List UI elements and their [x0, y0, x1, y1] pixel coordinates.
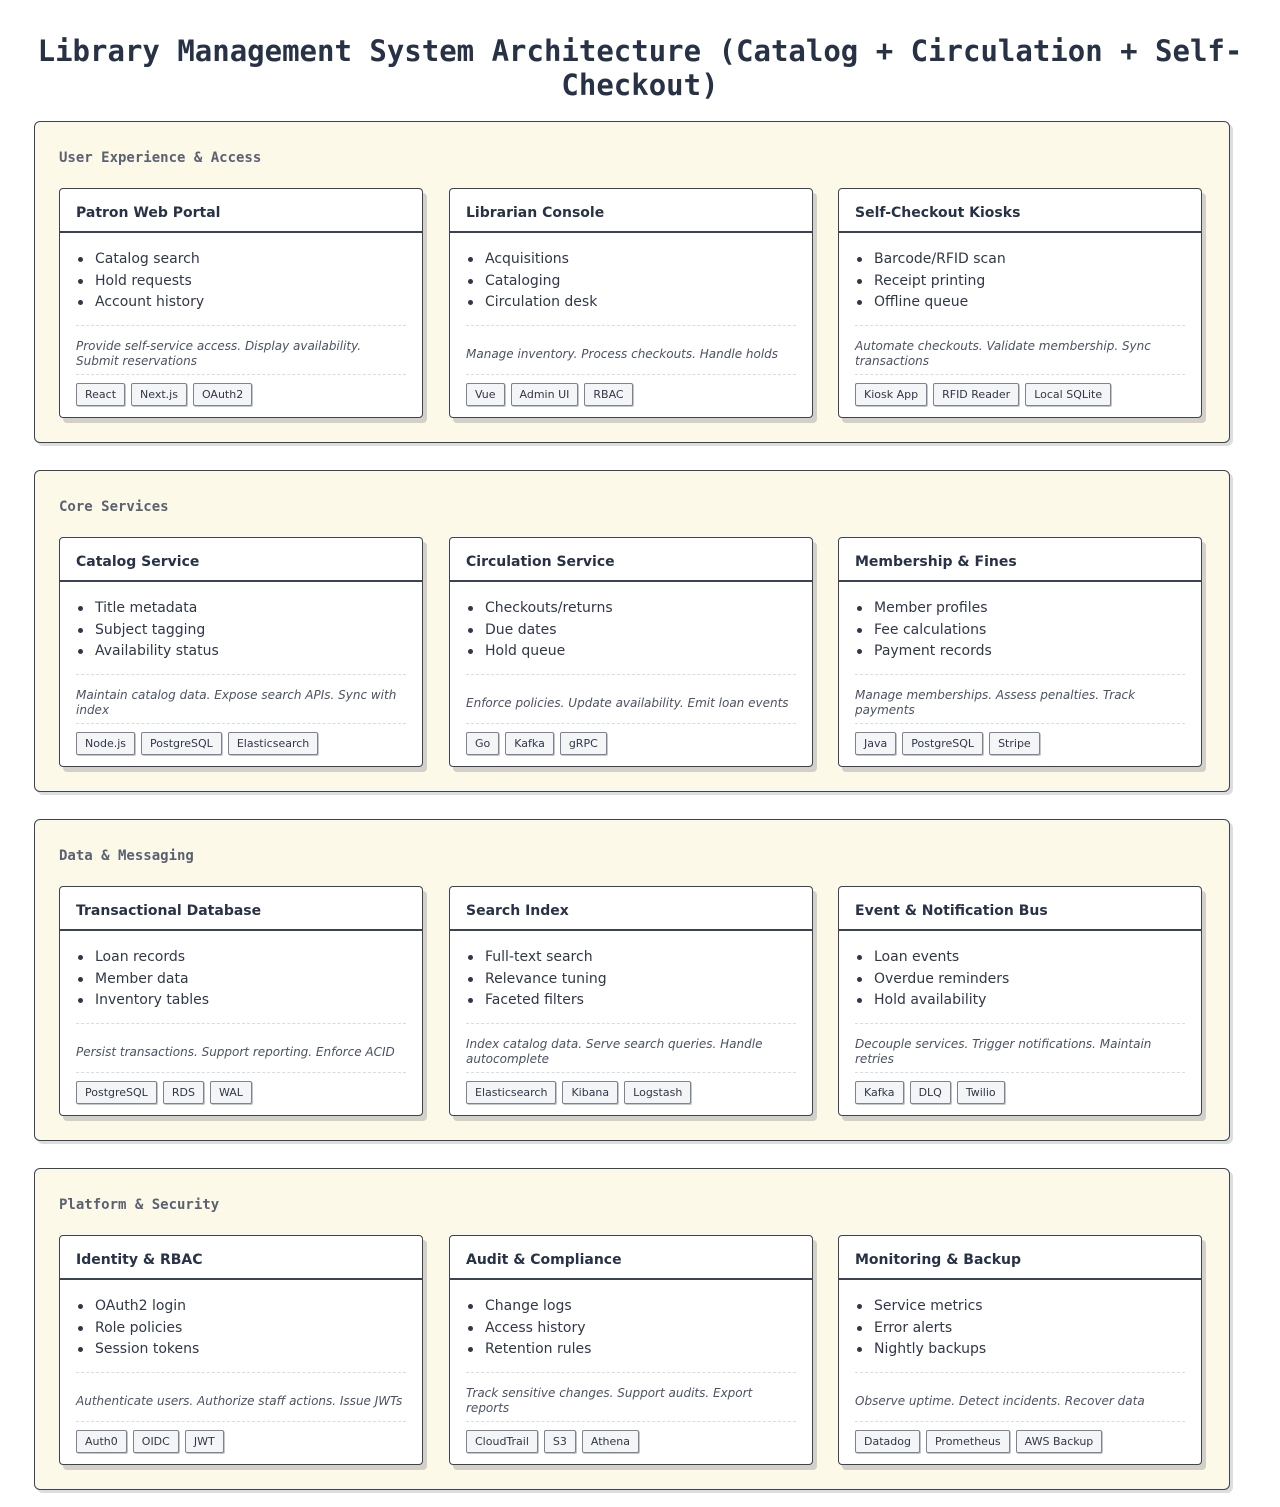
- feature-list: [450, 1280, 812, 1372]
- feature-item: Hold availability: [857, 990, 1201, 1012]
- card-title: Patron Web Portal: [60, 189, 422, 233]
- tech-tag: Stripe: [989, 732, 1040, 755]
- tech-tag: RBAC: [584, 383, 632, 406]
- tech-tag: Elasticsearch: [228, 732, 318, 755]
- tech-tag: Node.js: [76, 732, 135, 755]
- feature-item: Access history: [468, 1318, 812, 1340]
- tech-tag: AWS Backup: [1016, 1430, 1103, 1453]
- tech-tags: [839, 1073, 1201, 1104]
- card-description: Provide self-service access. Display availability. Submit reservations: [76, 339, 362, 368]
- feature-item: Overdue reminders: [857, 969, 1201, 991]
- feature-list: [60, 1280, 422, 1372]
- tech-tag: Java: [855, 732, 896, 755]
- tech-tag: Local SQLite: [1025, 383, 1111, 406]
- feature-item: Checkouts/returns: [468, 598, 812, 620]
- feature-item: Barcode/RFID scan: [857, 249, 1201, 271]
- tech-tags: [450, 1073, 812, 1104]
- tech-tag: RDS: [163, 1081, 204, 1104]
- card-title: Membership & Fines: [839, 538, 1201, 582]
- feature-list: [839, 582, 1201, 674]
- feature-list: [839, 1280, 1201, 1372]
- feature-list: [839, 931, 1201, 1023]
- feature-item: OAuth2 login: [78, 1296, 422, 1318]
- feature-item: Session tokens: [78, 1339, 422, 1361]
- feature-item: Circulation desk: [468, 292, 812, 314]
- feature-list: [60, 233, 422, 325]
- feature-item: Acquisitions: [468, 249, 812, 271]
- card-description: Track sensitive changes. Support audits. Export reports: [466, 1386, 753, 1415]
- card-description: Authenticate users. Authorize staff actions. Issue JWTs: [76, 1393, 403, 1408]
- tech-tag: PostgreSQL: [76, 1081, 157, 1104]
- feature-item: Member profiles: [857, 598, 1201, 620]
- feature-list: [450, 233, 812, 325]
- feature-item: Fee calculations: [857, 620, 1201, 642]
- component-card-self-checkout-kiosks: [838, 188, 1202, 418]
- feature-list: [60, 582, 422, 674]
- component-card-transactional-database: [59, 886, 423, 1116]
- card-title: Catalog Service: [60, 538, 422, 582]
- tech-tag: RFID Reader: [933, 383, 1019, 406]
- feature-item: Subject tagging: [78, 620, 422, 642]
- component-card-identity-rbac: [59, 1235, 423, 1465]
- tech-tags: [450, 375, 812, 406]
- tech-tag: Vue: [466, 383, 505, 406]
- feature-item: Loan records: [78, 947, 422, 969]
- tech-tag: Auth0: [76, 1430, 127, 1453]
- component-card-catalog-service: [59, 537, 423, 767]
- feature-item: Relevance tuning: [468, 969, 812, 991]
- layer-label: User Experience & Access: [59, 150, 262, 166]
- card-description: Index catalog data. Serve search queries. Handle autocomplete: [466, 1037, 763, 1066]
- card-title: Monitoring & Backup: [839, 1236, 1201, 1280]
- feature-item: Payment records: [857, 641, 1201, 663]
- tech-tag: WAL: [210, 1081, 252, 1104]
- diagram-title: Library Management System Architecture (Catalog + Circulation + Self-Checkout): [37, 34, 1243, 102]
- tech-tag: Athena: [582, 1430, 639, 1453]
- tech-tags: [839, 375, 1201, 406]
- component-card-librarian-console: [449, 188, 813, 418]
- card-title: Search Index: [450, 887, 812, 931]
- tech-tag: React: [76, 383, 125, 406]
- layer-label: Platform & Security: [59, 1197, 220, 1213]
- tech-tag: Kibana: [562, 1081, 618, 1104]
- feature-item: Faceted filters: [468, 990, 812, 1012]
- component-card-patron-web-portal: [59, 188, 423, 418]
- tech-tag: OAuth2: [193, 383, 252, 406]
- card-title: Self-Checkout Kiosks: [839, 189, 1201, 233]
- feature-item: Cataloging: [468, 271, 812, 293]
- card-description: Persist transactions. Support reporting. Enforce ACID: [76, 1044, 395, 1059]
- feature-item: Hold requests: [78, 271, 422, 293]
- component-card-search-index: [449, 886, 813, 1116]
- tech-tag: Kafka: [855, 1081, 904, 1104]
- feature-item: Loan events: [857, 947, 1201, 969]
- card-title: Circulation Service: [450, 538, 812, 582]
- tech-tag: Prometheus: [926, 1430, 1010, 1453]
- tech-tags: [60, 724, 422, 755]
- tech-tag: Kafka: [505, 732, 554, 755]
- feature-item: Nightly backups: [857, 1339, 1201, 1361]
- feature-item: Change logs: [468, 1296, 812, 1318]
- tech-tags: [450, 724, 812, 755]
- card-description: Enforce policies. Update availability. Emit loan events: [466, 695, 789, 710]
- tech-tag: Datadog: [855, 1430, 920, 1453]
- card-title: Event & Notification Bus: [839, 887, 1201, 931]
- tech-tags: [839, 724, 1201, 755]
- tech-tag: Next.js: [131, 383, 187, 406]
- feature-item: Offline queue: [857, 292, 1201, 314]
- tech-tags: [450, 1422, 812, 1453]
- card-description: Maintain catalog data. Expose search APIs. Sync with index: [76, 688, 397, 717]
- tech-tag: DLQ: [910, 1081, 951, 1104]
- component-card-event-notification-bus: [838, 886, 1202, 1116]
- feature-item: Catalog search: [78, 249, 422, 271]
- component-card-monitoring-backup: [838, 1235, 1202, 1465]
- feature-item: Due dates: [468, 620, 812, 642]
- card-title: Audit & Compliance: [450, 1236, 812, 1280]
- feature-item: Inventory tables: [78, 990, 422, 1012]
- tech-tags: [60, 1073, 422, 1104]
- tech-tag: S3: [544, 1430, 576, 1453]
- tech-tag: gRPC: [560, 732, 607, 755]
- tech-tag: Go: [466, 732, 499, 755]
- tech-tag: Kiosk App: [855, 383, 927, 406]
- tech-tag: OIDC: [133, 1430, 179, 1453]
- component-card-audit-compliance: [449, 1235, 813, 1465]
- tech-tag: Admin UI: [511, 383, 579, 406]
- layer-platform-security: [34, 1168, 1230, 1490]
- tech-tag: Elasticsearch: [466, 1081, 556, 1104]
- card-description: Manage memberships. Assess penalties. Track payments: [855, 688, 1136, 717]
- card-description: Automate checkouts. Validate membership. Sync transactions: [855, 339, 1151, 368]
- card-description: Decouple services. Trigger notifications. Maintain retries: [855, 1037, 1152, 1066]
- component-card-circulation-service: [449, 537, 813, 767]
- feature-item: Member data: [78, 969, 422, 991]
- feature-list: [60, 931, 422, 1023]
- card-description: Observe uptime. Detect incidents. Recover data: [855, 1393, 1145, 1408]
- feature-item: Full-text search: [468, 947, 812, 969]
- feature-item: Retention rules: [468, 1339, 812, 1361]
- layer-user-experience-access: [34, 121, 1230, 443]
- feature-item: Title metadata: [78, 598, 422, 620]
- tech-tag: PostgreSQL: [141, 732, 222, 755]
- card-description: Manage inventory. Process checkouts. Handle holds: [466, 346, 779, 361]
- layer-label: Data & Messaging: [59, 848, 194, 864]
- feature-item: Account history: [78, 292, 422, 314]
- tech-tags: [60, 375, 422, 406]
- card-title: Identity & RBAC: [60, 1236, 422, 1280]
- feature-item: Service metrics: [857, 1296, 1201, 1318]
- tech-tag: Twilio: [957, 1081, 1005, 1104]
- tech-tag: Logstash: [624, 1081, 691, 1104]
- layer-label: Core Services: [59, 499, 169, 515]
- feature-item: Role policies: [78, 1318, 422, 1340]
- tech-tags: [60, 1422, 422, 1453]
- tech-tag: PostgreSQL: [902, 732, 983, 755]
- feature-item: Error alerts: [857, 1318, 1201, 1340]
- feature-list: [450, 582, 812, 674]
- layer-data-messaging: [34, 819, 1230, 1141]
- tech-tag: JWT: [185, 1430, 224, 1453]
- tech-tags: [839, 1422, 1201, 1453]
- feature-list: [839, 233, 1201, 325]
- layer-core-services: [34, 470, 1230, 792]
- feature-list: [450, 931, 812, 1023]
- feature-item: Hold queue: [468, 641, 812, 663]
- tech-tag: CloudTrail: [466, 1430, 538, 1453]
- component-card-membership-fines: [838, 537, 1202, 767]
- card-title: Librarian Console: [450, 189, 812, 233]
- card-title: Transactional Database: [60, 887, 422, 931]
- feature-item: Receipt printing: [857, 271, 1201, 293]
- feature-item: Availability status: [78, 641, 422, 663]
